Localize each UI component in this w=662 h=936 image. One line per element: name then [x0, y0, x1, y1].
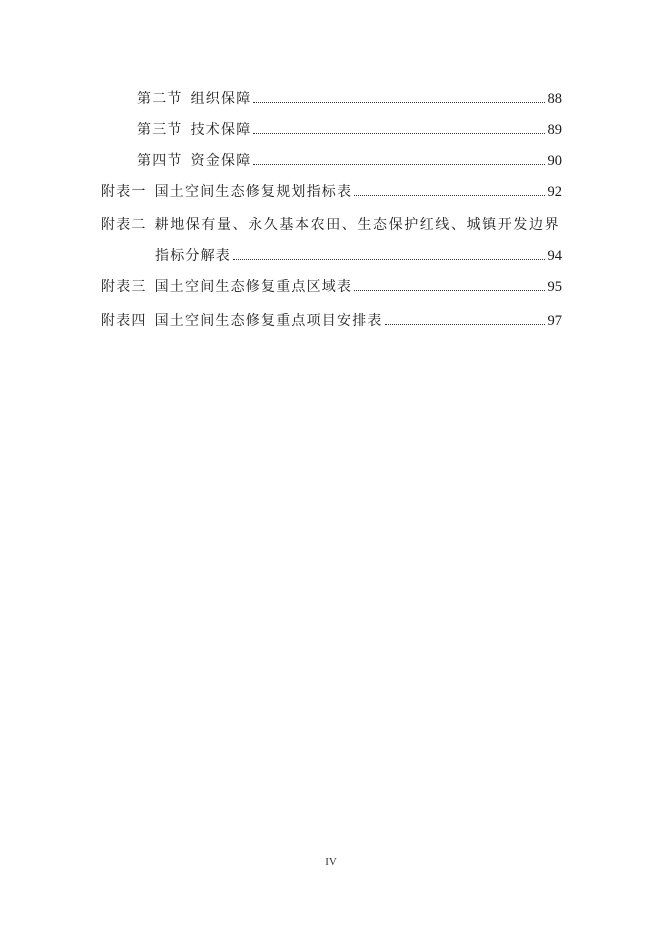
toc-entry-page: 94: [547, 248, 562, 264]
toc-entry-title: 国土空间生态修复重点项目安排表: [154, 313, 383, 329]
toc-entry-appendix-2[interactable]: [101, 214, 562, 236]
toc-entry-title: 国土空间生态修复重点区域表: [154, 279, 353, 295]
toc-entry-section-3[interactable]: [137, 119, 562, 141]
toc-entry-label: [101, 214, 560, 236]
toc-dot-leader: [253, 102, 544, 103]
toc-dot-leader: [354, 195, 544, 196]
toc-entry-section-4[interactable]: [137, 150, 562, 172]
toc-entry-label: [101, 181, 352, 203]
toc-dot-leader: [253, 133, 544, 134]
toc-entry-prefix: 附表四: [101, 313, 147, 329]
toc-entry-appendix-4[interactable]: [101, 310, 562, 332]
toc-entry-appendix-3[interactable]: [101, 276, 562, 298]
toc-entry-prefix: 第二节: [137, 91, 183, 107]
toc-entry-title: 国土空间生态修复规划指标表: [154, 184, 353, 200]
toc-entry-section-2[interactable]: [137, 88, 562, 110]
toc-entry-prefix: 附表一: [101, 184, 147, 200]
toc-entry-appendix-2-continuation[interactable]: [155, 245, 562, 267]
toc-entry-page: 88: [547, 91, 562, 107]
toc-entry-title: 资金保障: [190, 153, 252, 169]
toc-entry-page: 95: [547, 279, 562, 295]
toc-entry-page: 89: [547, 122, 562, 138]
toc-dot-leader: [233, 259, 545, 260]
toc-entry-prefix: 第三节: [137, 122, 183, 138]
toc-entry-page: 97: [547, 313, 562, 329]
toc-entry-label: [137, 88, 251, 110]
toc-entry-prefix: 第四节: [137, 153, 183, 169]
toc-entry-label: [101, 276, 352, 298]
table-of-contents: [0, 0, 662, 340]
toc-entry-title: 技术保障: [190, 122, 252, 138]
toc-entry-title: 耕地保有量、永久基本农田、生态保护红线、城镇开发边界: [154, 217, 561, 233]
toc-entry-prefix: 附表二: [101, 217, 147, 233]
toc-entry-label: [137, 119, 251, 141]
toc-entry-page: 90: [547, 153, 562, 169]
toc-entry-title: 组织保障: [190, 91, 252, 107]
toc-entry-prefix: 附表三: [101, 279, 147, 295]
toc-dot-leader: [253, 164, 544, 165]
toc-entry-continuation: 指标分解表: [155, 248, 231, 264]
toc-dot-leader: [354, 290, 544, 291]
toc-entry-label: [137, 150, 251, 172]
toc-entry-label: [101, 310, 383, 332]
page-number: IV: [325, 856, 337, 868]
toc-entry-appendix-1[interactable]: [101, 181, 562, 203]
toc-entry-page: 92: [547, 184, 562, 200]
toc-dot-leader: [385, 324, 545, 325]
